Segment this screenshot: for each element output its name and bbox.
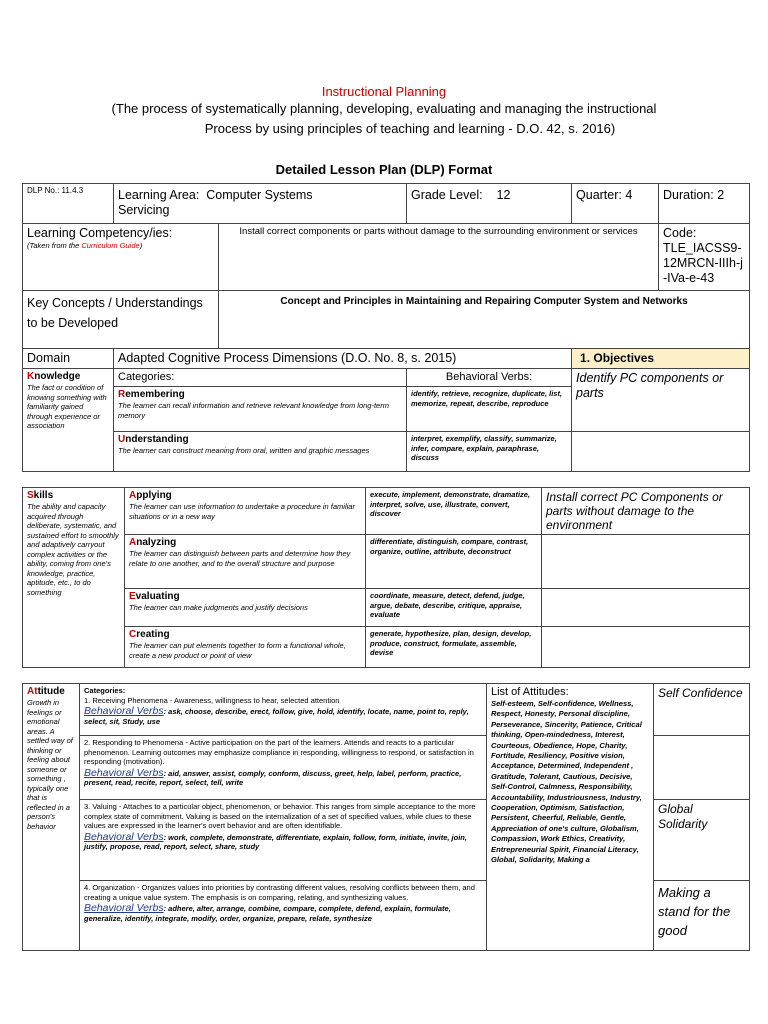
objective-analyzing — [542, 535, 750, 589]
lesson-plan-table — [22, 183, 750, 472]
analyzing-cell — [125, 535, 366, 589]
creating-desc: The learner can put elements together to form a functional whole, create a new product or point of view — [129, 641, 346, 660]
category-2-text: 2. Responding to Phenomena - Active participation on the part of the learners. Attends and reacts to a particular phenomenon. Learning outcomes may emphasize compliance in responding, willingness to respond, or satisfaction in responding (motivation). — [84, 738, 474, 766]
category-2-verbs-list: : aid, answer, assist, comply, conform, discuss, greet, help, label, perform, practice, present, read, recite, report, select, tell, write — [84, 768, 462, 787]
creating-rest: reating — [136, 629, 170, 640]
applying-first-letter: A — [129, 490, 137, 501]
attitude-desc: Growth in feelings or emotional areas. A settled way of thinking or feeling about someone or something , typically one that is reflected in a person's behavior — [27, 698, 73, 831]
remembering-cell — [114, 387, 407, 432]
category-1-verbs-label: Behavioral Verbs — [84, 705, 164, 717]
learning-area-value-2: Servicing — [118, 203, 170, 217]
attitude-category-4 — [80, 881, 487, 951]
applying-desc: The learner can use information to undertake a procedure in familiar situations or in a new way — [129, 502, 355, 521]
knowledge-first-letter: K — [27, 371, 35, 382]
knowledge-rest: nowledge — [34, 371, 81, 382]
dlp-number: DLP No.: 11.4.3 — [23, 184, 114, 224]
objectives-header: 1. Objectives — [572, 349, 750, 369]
attitude-objective-3: Global Solidarity — [654, 800, 750, 881]
category-3-text: 3. Valuing - Attaches to a particular object, phenomenon, or behavior. This ranges from simple acceptance to the more complex state of commitment. Valuing is based on the internalization of a set of specified values, while clues to these values are expressed in the learner's overt behavior and are often identifiable. — [84, 802, 476, 830]
quarter: Quarter: 4 — [572, 184, 659, 224]
understanding-title — [118, 434, 402, 446]
category-1-verbs-list: : ask, choose, describe, erect, follow, give, hold, identify, locate, name, point to, reply, select, sit, Study, use — [84, 707, 469, 726]
understanding-first-letter: U — [118, 434, 126, 445]
key-concepts-label: Key Concepts / Understandings to be Developed — [23, 291, 219, 349]
note-prefix: (Taken from the — [27, 241, 82, 250]
objective-creating — [542, 627, 750, 668]
attitude-categories-label: Categories: — [84, 686, 126, 695]
category-2-verbs — [84, 766, 482, 788]
learning-competency-label: Learning Competency/ies: — [27, 226, 173, 240]
attitude-objective-4: Making a stand for the good — [654, 881, 750, 951]
attitude-table — [22, 683, 750, 951]
document-subtitle-line1: (The process of systematically planning, developing, evaluating and managing the instructional — [111, 101, 657, 116]
creating-verbs: generate, hypothesize, plan, design, develop, produce, construct, formulate, assemble, devise — [366, 627, 542, 668]
evaluating-title — [129, 591, 361, 603]
learning-area-value-1: Computer Systems — [206, 188, 313, 202]
attitude-category-3 — [80, 800, 487, 881]
code-value: TLE_IACSS9-12MRCN-IIIh-j-IVa-e-43 — [663, 241, 743, 285]
grade-level — [407, 184, 572, 224]
evaluating-first-letter: E — [129, 591, 136, 602]
document-subtitle-line2: Process by using principles of teaching and learning - D.O. 42, s. 2016) — [204, 121, 616, 136]
applying-verbs: execute, implement, demonstrate, dramatize, interpret, solve, use, illustrate, convert, discover — [366, 488, 542, 535]
knowledge-desc: The fact or condition of knowing something with familiarity gained through experience or association — [27, 383, 107, 430]
attitude-category-1 — [80, 684, 487, 736]
creating-first-letter: C — [129, 629, 137, 640]
evaluating-cell — [125, 589, 366, 627]
code-label: Code: — [663, 226, 697, 240]
objective-applying: Install correct PC Components or parts without damage to the environment — [542, 488, 750, 535]
category-2-verbs-label: Behavioral Verbs — [84, 766, 164, 779]
category-4-verbs-label: Behavioral Verbs — [84, 902, 164, 914]
category-3-verbs-label: Behavioral Verbs — [84, 830, 164, 843]
evaluating-desc: The learner can make judgments and justify decisions — [129, 603, 308, 612]
skills-domain — [23, 488, 125, 668]
learning-area-label: Learning Area: — [118, 188, 200, 202]
grade-level-label: Grade Level: — [411, 188, 483, 202]
attitude-rest: titude — [37, 686, 65, 697]
grade-level-value: 12 — [496, 188, 511, 202]
duration: Duration: 2 — [659, 184, 750, 224]
skills-desc: The ability and capacity acquired through deliberate, systematic, and sustained effort to smoothly and adaptively carryout complex activities or the ability, coming from one's knowledge, practice, aptitude, etc., to do something — [27, 502, 119, 597]
key-concepts-text: Concept and Principles in Maintaining and Repairing Computer System and Networks — [219, 291, 750, 349]
category-1-text: 1. Receiving Phenomena - Awareness, willingness to hear, selected attention — [84, 695, 340, 705]
attitude-objective-2 — [654, 736, 750, 800]
category-3-verbs-list: : work, complete, demonstrate, differentiate, explain, follow, form, initiate, invite, join, justify, propose, read, report, select, share, study — [84, 832, 467, 851]
remembering-title — [118, 389, 402, 401]
understanding-cell — [114, 432, 407, 472]
creating-cell — [125, 627, 366, 668]
attitude-first-letters: At — [27, 686, 38, 697]
note-suffix: ) — [139, 241, 143, 250]
analyzing-desc: The learner can distinguish between parts and determine how they relate to one another, and to the overall structure and purpose — [129, 549, 351, 568]
code — [659, 224, 750, 291]
attitudes-list-cell — [487, 684, 654, 951]
skills-table — [22, 487, 750, 668]
attitudes-list: Self-esteem, Self-confidence, Wellness, Respect, Honesty, Personal discipline, Perseverance, Sincerity, Patience, Critical thinking, Open-mindedness, Interest, Courteous, Obedience, Hope, Charity, Fortitude, Resiliency, Positive vision, Acceptance, Determined, Independent , Gratitude, Tolerant, Cautious, Decisive, Self-Control, Calmness, Responsibility, Accountability, Industriousness, Industry, Cooperation, Optimism, Satisfaction, Persistent, Cheerful, Reliable, Gentle, Appreciation of one's culture, Globalism, Compassion, Work Ethics, Creativity, Entrepreneurial Spirit, Financial Literacy, Global, Solidarity, Making a — [491, 699, 642, 865]
understanding-rest: nderstanding — [125, 434, 189, 445]
understanding-verbs: interpret, exemplify, classify, summarize, infer, compare, explain, paraphrase, discuss — [407, 432, 572, 472]
evaluating-verbs: coordinate, measure, detect, defend, judge, argue, debate, describe, critique, appraise, evaluate — [366, 589, 542, 627]
attitude-category-2 — [80, 736, 487, 800]
attitude-objective-1: Self Confidence — [654, 684, 750, 736]
applying-title — [129, 490, 361, 502]
curriculum-guide-note — [27, 241, 214, 251]
categories-header: Categories: — [114, 369, 407, 387]
category-3-verbs — [84, 830, 482, 852]
objective-understanding — [572, 432, 750, 472]
remembering-desc: The learner can recall information and retrieve relevant knowledge from long-term memory — [118, 401, 389, 420]
category-1-verbs — [84, 707, 482, 726]
remembering-rest: emembering — [125, 389, 185, 400]
remembering-verbs: identify, retrieve, recognize, duplicate, list, memorize, repeat, describe, reproduce — [407, 387, 572, 432]
applying-cell — [125, 488, 366, 535]
category-4-text: 4. Organization - Organizes values into priorities by contrasting different values, resolving conflicts between them, and creating a unique value system. The emphasis is on comparing, relating, and synthesizing values. — [84, 883, 475, 902]
note-curriculum-guide: Curriculum Guide — [81, 241, 140, 250]
objective-remembering: Identify PC components or parts — [572, 369, 750, 432]
creating-title — [129, 629, 361, 641]
category-4-verbs — [84, 904, 482, 923]
verbs-header: Behavioral Verbs: — [407, 369, 572, 387]
learning-area — [114, 184, 407, 224]
knowledge-title — [27, 371, 109, 383]
document-title: Instructional Planning — [321, 84, 447, 99]
attitude-title — [27, 686, 75, 698]
category-4-verbs-list: : adhere, alter, arrange, combine, compare, complete, defend, explain, formulate, generalize, identify, integrate, modify, order, organize, prepare, relate, synthesize — [84, 904, 451, 923]
dlp-format-title: Detailed Lesson Plan (DLP) Format — [275, 162, 493, 177]
competency-text: Install correct components or parts without damage to the surrounding environment or services — [219, 224, 659, 291]
analyzing-first-letter: A — [129, 537, 137, 548]
learning-competency — [23, 224, 219, 291]
skills-rest: kills — [33, 490, 54, 501]
remembering-first-letter: R — [118, 389, 126, 400]
skills-title — [27, 490, 120, 502]
adapted-dimensions-header: Adapted Cognitive Process Dimensions (D.O. No. 8, s. 2015) — [114, 349, 572, 369]
analyzing-rest: nalyzing — [136, 537, 177, 548]
domain-header: Domain — [23, 349, 114, 369]
skills-first-letter: S — [27, 490, 34, 501]
evaluating-rest: valuating — [135, 591, 180, 602]
knowledge-domain — [23, 369, 114, 472]
analyzing-title — [129, 537, 361, 549]
analyzing-verbs: differentiate, distinguish, compare, contrast, organize, outline, attribute, deconstruct — [366, 535, 542, 589]
applying-rest: pplying — [136, 490, 172, 501]
objective-evaluating — [542, 589, 750, 627]
attitudes-list-label: List of Attitudes: — [491, 686, 569, 698]
understanding-desc: The learner can construct meaning from oral, written and graphic messages — [118, 446, 370, 455]
attitude-domain — [23, 684, 80, 951]
